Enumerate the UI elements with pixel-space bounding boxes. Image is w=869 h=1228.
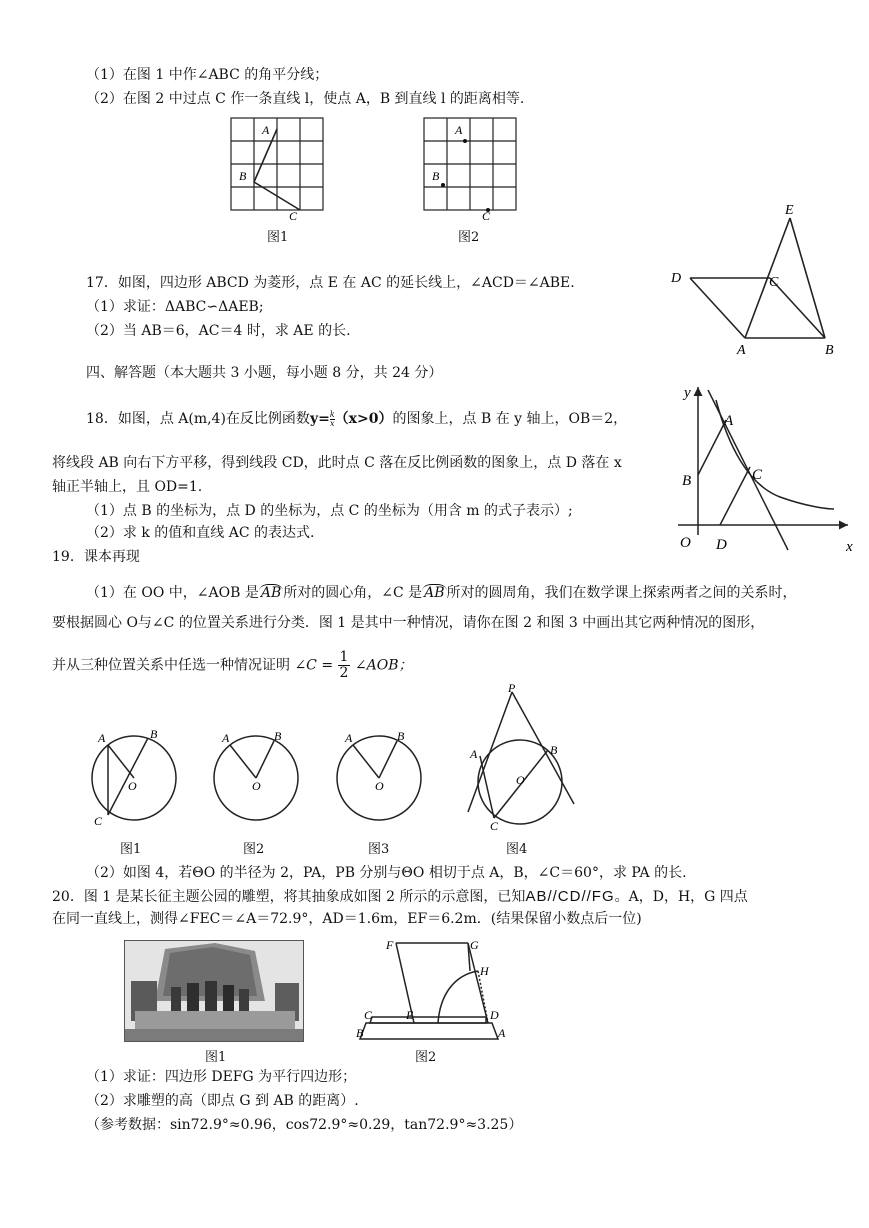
q19-figure-4-caption: 图4 [506, 842, 528, 857]
q20-f2-label-h: H [480, 964, 489, 978]
q20-figure-2 [356, 935, 506, 1047]
q18-label-a: A [724, 413, 734, 429]
q17-label-a: A [737, 343, 746, 358]
q19-p1-text-c: 所对的圆周角，我们在数学课上探索两者之间的关系时， [446, 585, 797, 601]
q18-label-y: y [684, 385, 691, 401]
q19-figure-1 [88, 728, 180, 828]
q19-f4-label-p: P [508, 684, 516, 695]
q20-f2-label-f: F [386, 938, 394, 952]
q19-f4-label-c: C [490, 819, 499, 832]
q18-label-x: x [846, 539, 853, 555]
q17-label-d: D [671, 271, 682, 286]
q19-f3-label-a: A [345, 731, 353, 745]
q19-figure-4 [462, 684, 582, 832]
q19-f2-label-b: B [274, 729, 282, 743]
q18-stem-end: 的图象上，点 B 在 y 轴上，OB＝2， [392, 411, 628, 427]
q20-figure-2-caption: 图2 [415, 1050, 437, 1065]
q18-part1: （1）点 B 的坐标为，点 D 的坐标为，点 C 的坐标为（用含 m 的式子表示）; [86, 503, 573, 519]
q18-fraction-x: x [329, 418, 335, 428]
q19-figure-3-caption: 图3 [368, 842, 390, 857]
q18-part2: （2）求 k 的值和直线 AC 的表达式. [86, 525, 315, 541]
q19-formula-rhs: ∠AOB； [354, 657, 413, 674]
q18-stem-start: 18．如图，点 A(m,4)在反比例函数 [86, 411, 310, 427]
q17-label-b: B [825, 343, 834, 358]
q18-line-2: 将线段 AB 向右下方平移，得到线段 CD，此时点 C 落在反比例函数的图象上，点 D 落在 x [52, 455, 622, 471]
q16-figure-1-caption: 图1 [267, 230, 289, 245]
q19-f1-label-a: A [98, 731, 106, 745]
q20-figure-1-caption: 图1 [205, 1050, 227, 1065]
q19-line3-text: 并从三种位置关系中任选一种情况证明 [52, 657, 290, 674]
q18-figure [668, 375, 860, 560]
q20-line-2: 在同一直线上，测得∠FEC＝∠A＝72.9°，AD＝1.6m，EF＝6.2m．(结果保留小数点后一位) [52, 911, 642, 927]
q19-arc-ab-1: AB [260, 585, 282, 601]
q19-fraction-den: 2 [339, 665, 349, 681]
q20-f2-label-a: A [498, 1026, 506, 1040]
q19-figure-3 [333, 728, 425, 828]
q17-label-e: E [785, 203, 794, 218]
q19-title: 19．课本再现 [52, 549, 140, 565]
q19-figure-1-caption: 图1 [120, 842, 142, 857]
q17-label-c: C [769, 275, 779, 290]
q16-part1: （1）在图 1 中作∠ABC 的角平分线； [86, 67, 329, 83]
q20-f2-label-b: B [356, 1026, 364, 1040]
q19-f1-label-c: C [94, 814, 103, 828]
q19-formula-lhs: ∠C = [294, 657, 334, 674]
q16-f2-label-b: B [432, 169, 440, 183]
q19-f1-label-b: B [150, 728, 158, 741]
q20-parallel-notation: AB//CD//FG [525, 888, 615, 905]
q18-label-b: B [682, 473, 692, 489]
q19-f4-label-b: B [550, 743, 558, 757]
q20-f2-label-e: E [406, 1008, 414, 1022]
q16-figure-2-caption: 图2 [458, 230, 480, 245]
q16-part2: （2）在图 2 中过点 C 作一条直线 l，使点 A，B 到直线 l 的距离相等. [86, 91, 525, 107]
q16-f2-label-c: C [482, 209, 491, 222]
q19-f3-label-b: B [397, 729, 405, 743]
q19-part2: （2）如图 4，若ΘO 的半径为 2，PA，PB 分别与ΘO 相切于点 A，B，∠C＝60°，求 PA 的长. [86, 865, 687, 881]
q18-label-d: D [716, 537, 727, 553]
q18-label-o: O [680, 535, 691, 551]
q19-p1-text-b: 所对的圆心角，∠C 是 [283, 585, 423, 601]
q17-figure [665, 198, 855, 358]
q19-part1-line3 [52, 650, 413, 681]
q20-line-1 [52, 888, 748, 906]
q16-figure-1 [225, 112, 330, 222]
q19-formula-fraction [338, 650, 351, 681]
q16-figure-2 [418, 112, 523, 222]
q19-f4-label-a: A [470, 747, 478, 761]
section-4-heading: 四、解答题（本大题共 3 小题，每小题 8 分，共 24 分） [86, 365, 443, 381]
q20-f2-label-c: C [364, 1008, 373, 1022]
q18-fraction-k: k [329, 409, 335, 419]
q17-stem: 17．如图，四边形 ABCD 为菱形，点 E 在 AC 的延长线上，∠ACD＝∠ABE. [86, 275, 575, 291]
q19-part1-line2: 要根据圆心 O与∠C 的位置关系进行分类．图 1 是其中一种情况，请你在图 2 和图 3 中画出其它两种情况的图形， [52, 615, 765, 631]
q20-f2-label-g: G [470, 938, 479, 952]
q20-part2: （2）求雕塑的高（即点 G 到 AB 的距离）. [86, 1093, 359, 1109]
q16-f1-label-b: B [239, 169, 247, 183]
q19-f2-label-a: A [222, 731, 230, 745]
q19-arc-ab-2: AB [424, 585, 445, 601]
q19-f3-label-o: O [375, 779, 384, 793]
q18-line-3: 轴正半轴上，且 OD=1. [52, 479, 203, 495]
q19-part1-line1 [86, 584, 797, 602]
q20-line1-text-b: 。A，D，H，G 四点 [614, 889, 748, 905]
q16-f2-label-a: A [455, 123, 463, 137]
q19-figure-2 [210, 728, 302, 828]
q19-f1-label-o: O [128, 779, 137, 793]
q19-f2-label-o: O [252, 779, 261, 793]
q16-f1-label-a: A [262, 123, 270, 137]
q20-sculpture-drawing [125, 941, 303, 1041]
q20-reference-data: （参考数据：sin72.9°≈0.96，cos72.9°≈0.29，tan72.9°≈3.25） [86, 1117, 523, 1133]
q19-p1-text-a: （1）在 OO 中，∠AOB 是 [86, 585, 259, 601]
q20-line1-text-a: 20．图 1 是某长征主题公园的雕塑，将其抽象成如图 2 所示的示意图，已知 [52, 889, 526, 905]
q19-figure-2-caption: 图2 [243, 842, 265, 857]
q20-f2-label-d: D [490, 1008, 499, 1022]
q18-condition: （x>0） [334, 411, 393, 427]
q18-function-y: y= [309, 411, 330, 427]
q17-part2: （2）当 AB＝6，AC＝4 时，求 AE 的长. [86, 323, 351, 339]
q20-sculpture-photo [124, 940, 304, 1042]
q19-f4-label-o: O [516, 773, 525, 787]
q16-f1-label-c: C [289, 209, 298, 222]
q17-part1: （1）求证：ΔABC∽ΔAEB; [86, 299, 264, 315]
q18-stem [86, 410, 627, 428]
q18-label-c: C [752, 467, 763, 483]
q20-part1: （1）求证：四边形 DEFG 为平行四边形； [86, 1069, 357, 1085]
q19-fraction-num: 1 [339, 649, 349, 665]
